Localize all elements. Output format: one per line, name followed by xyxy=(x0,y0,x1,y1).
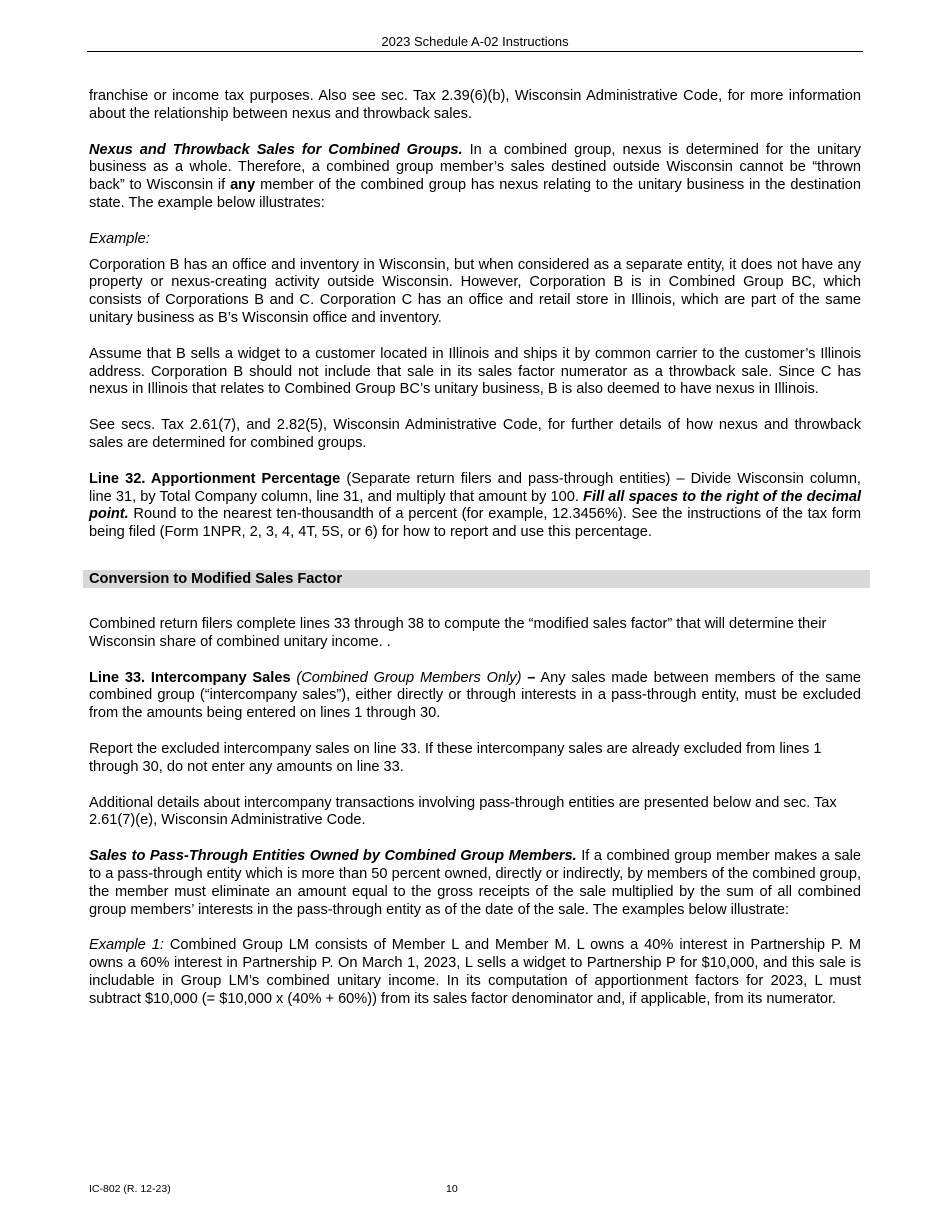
text-combined-b: member of the combined group has nexus relating to the unitary business in the destination state. The example below illustrates: xyxy=(89,177,861,211)
text-line-32-a: (Separate return filers and pass-through entities) – Divide Wisconsin column, line 31, by Total Company column, line 31, and multiply that amount by 100. xyxy=(89,470,861,505)
qualifier-combined-members: (Combined Group Members Only) xyxy=(290,669,522,686)
emphasis-any: any xyxy=(230,177,256,194)
paragraph-additional-details: Additional details about intercompany transactions involving pass-through entities are presented below and sec. Tax 2.61(7)(e), Wisconsin Administrative Code. xyxy=(89,794,837,829)
page-header xyxy=(87,33,863,52)
paragraph-combined-groups xyxy=(89,142,861,213)
paragraph-see-secs: See secs. Tax 2.61(7), and 2.82(5), Wisconsin Administrative Code, for further details of how nexus and throwback sales are determined for combined groups. xyxy=(89,417,861,451)
paragraph-corporation-b: Corporation B has an office and inventory in Wisconsin, but when considered as a separate entity, it does not have any property or nexus-creating activity outside Wisconsin. However, Corporation B is in Combined Group BC, which consists of Corporations B and C. Corporation C has an office and retail store in Illinois, which are part of the same unitary business as B’s Wisconsin office and inventory. xyxy=(89,256,861,326)
paragraph-combined-filers: Combined return filers complete lines 33 through 38 to compute the “modified sales factor” that will determine their Wisconsin share of combined unitary income. . xyxy=(89,615,827,650)
text-line-32-b: Round to the nearest ten-thousandth of a percent (for example, 12.3456%). See the instructions of the tax form being filed (Form 1NPR, 2, 3, 4, 4T, 5S, or 6) for how to report and use this percentage. xyxy=(89,506,861,541)
paragraph-example-1 xyxy=(89,937,861,1008)
example-label: Example: xyxy=(89,230,150,247)
paragraph-widget-sale: Assume that B sells a widget to a customer located in Illinois and ships it by common carrier to the customer’s Illinois address. Corporation B should not include that sale in its sales factor numerator as a throwback sale. Since C has nexus in Illinois that relates to Combined Group BC’s unitary business, B is also deemed to have nexus in Illinois. xyxy=(89,345,861,398)
paragraph-line-33 xyxy=(89,670,861,723)
example-1-label: Example 1: xyxy=(89,937,164,954)
text-example-1: Combined Group LM consists of Member L and Member M. L owns a 40% interest in Partnership P. M owns a 60% interest in Partnership P. On March 1, 2023, L sells a widget to Partnership P for $10,000, and this sale is includable in Group LM’s combined unitary income. In its computation of apportionment factors for 2023, L must subtract $10,000 (= $10,000 x (40% + 60%)) from its sales factor denominator and, if applicable, from its numerator. xyxy=(89,937,861,1007)
paragraph-nexus-intro: franchise or income tax purposes. Also see sec. Tax 2.39(6)(b), Wisconsin Administrative Code, for more information about the relationship between nexus and throwback sales. xyxy=(89,88,861,122)
section-heading-modified-sales-factor: Conversion to Modified Sales Factor xyxy=(83,570,870,588)
text-pass-through: If a combined group member makes a sale to a pass-through entity which is more than 50 percent owned, directly or indirectly, by members of the combined group, the member must eliminate an amount equal to the gross receipts of the sale multiplied by the sum of all combined group members’ interests in the pass-through entity as of the date of the sale. The examples below illustrate: xyxy=(89,848,861,918)
dash: – xyxy=(521,669,536,686)
text-line-33: Any sales made between members of the same combined group (“intercompany sales”), either directly or through interests in a pass-through entity, must be excluded from the amounts being entered on lines 1 through 30. xyxy=(89,669,861,722)
heading-line-32: Line 32. Apportionment Percentage xyxy=(89,470,341,487)
paragraph-report-excluded: Report the excluded intercompany sales on line 33. If these intercompany sales are already excluded from lines 1 through 30, do not enter any amounts on line 33. xyxy=(89,740,822,775)
heading-pass-through: Sales to Pass-Through Entities Owned by Combined Group Members. xyxy=(89,848,577,865)
paragraph-line-32 xyxy=(89,471,861,542)
heading-line-33: Line 33. Intercompany Sales xyxy=(89,669,291,686)
footer-page-number: 10 xyxy=(446,1183,458,1195)
document-body xyxy=(89,88,861,1008)
emphasis-fill-spaces: Fill all spaces to the right of the decimal point. xyxy=(89,488,861,523)
paragraph-pass-through xyxy=(89,848,861,919)
footer-form-id: IC-802 (R. 12-23) xyxy=(89,1183,171,1195)
text-combined-a: In a combined group, nexus is determined for the unitary business as a whole. Therefore, a combined group member’s sales destined outside Wisconsin cannot be “thrown back” to Wisconsin if xyxy=(89,141,861,194)
heading-nexus-throwback: Nexus and Throwback Sales for Combined Groups. xyxy=(89,141,463,158)
page-header-title: 2023 Schedule A-02 Instructions xyxy=(381,34,569,49)
